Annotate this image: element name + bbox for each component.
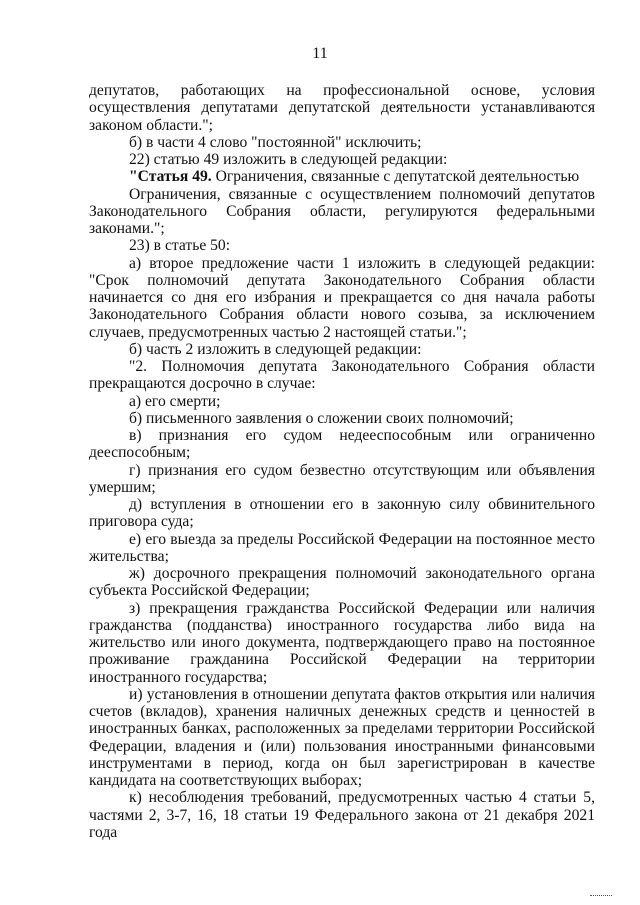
paragraph-text: а) его смерти; [129,392,221,410]
paragraph [89,358,595,393]
paragraph [89,237,595,254]
paragraph-text: ж) досрочного прекращения полномочий законодательного органа субъекта Российской Федерации; [89,565,595,600]
paragraph-text: депутатов, работающих на профессиональной основе, условия осуществления депутатами депутатской деятельности устанавливаются законом области."; [89,82,595,134]
paragraph-text: д) вступления в отношении его в законную силу обвинительного приговора суда; [89,496,595,531]
paragraph [89,168,595,185]
paragraph [89,151,595,168]
paragraph-text: Ограничения, связанные с осуществлением полномочий депутатов Законодательного Собрания области, регулируются федеральными законами."; [89,185,595,237]
paragraph [89,134,595,151]
paragraph [89,565,595,600]
paragraph-text: и) установления в отношении депутата фактов открытия или наличия счетов (вкладов), хранения наличных денежных средств и ценностей в иностранных банках, расположенных за пределами территории Российской Федерации, владения и (или) пользования иностранными финансовыми инструментами в период, когда он был зарегистрирован в качестве кандидата на соответствующих выборах; [89,685,595,789]
paragraph [89,255,595,341]
document-body [89,82,595,841]
paragraph-text: а) второе предложение части 1 изложить в следующей редакции: "Срок полномочий депутата Законодательного Собрания области начинается со дня его избрания и прекращается со дня начала работы Законодательного Собрания области нового созыва, за исключением случаев, предусмотренных частью 2 настоящей статьи."; [89,254,595,341]
paragraph-text: е) его выезда за пределы Российской Федерации на постоянное место жительства; [89,530,595,565]
paragraph [89,600,595,686]
article-heading: "Статья 49. [129,168,212,186]
paragraph-text: в) признания его судом недееспособным или ограниченно дееспособным; [89,427,595,462]
paragraph [89,341,595,358]
paragraph-text: з) прекращения гражданства Российской Федерации или наличия гражданства (подданства) иностранного государства либо вида на жительство или иного документа, подтверждающего право на постоянное проживание гражданина Российской Федерации на территории иностранного государства; [89,599,595,686]
paragraph-text: б) письменного заявления о сложении своих полномочий; [129,409,514,427]
footer-scan-mark [590,895,612,899]
paragraph [89,789,595,841]
paragraph [89,82,595,134]
paragraph-text: Ограничения, связанные с депутатской деятельностью [211,168,580,186]
paragraph-text: г) признания его судом безвестно отсутствующим или объявления умершим; [89,461,595,496]
paragraph-text: к) несоблюдения требований, предусмотренных частью 4 статьи 5, частями 2, 3-7, 16, 18 статьи 19 Федерального закона от 21 декабря 2021 года [89,789,595,841]
paragraph [89,686,595,790]
paragraph-text: б) часть 2 изложить в следующей редакции: [129,340,422,358]
paragraph [89,531,595,566]
paragraph-text: "2. Полномочия депутата Законодательного Собрания области прекращаются досрочно в случае: [89,358,595,393]
paragraph [89,410,595,427]
paragraph-text: б) в части 4 слово "постоянной" исключить; [129,133,422,151]
paragraph-text: 22) статью 49 изложить в следующей редакции: [129,151,448,168]
page-number: 11 [312,45,328,62]
paragraph [89,427,595,462]
paragraph [89,462,595,497]
paragraph-text: 23) в статье 50: [129,237,231,255]
paragraph [89,186,595,238]
paragraph [89,393,595,410]
paragraph [89,496,595,531]
